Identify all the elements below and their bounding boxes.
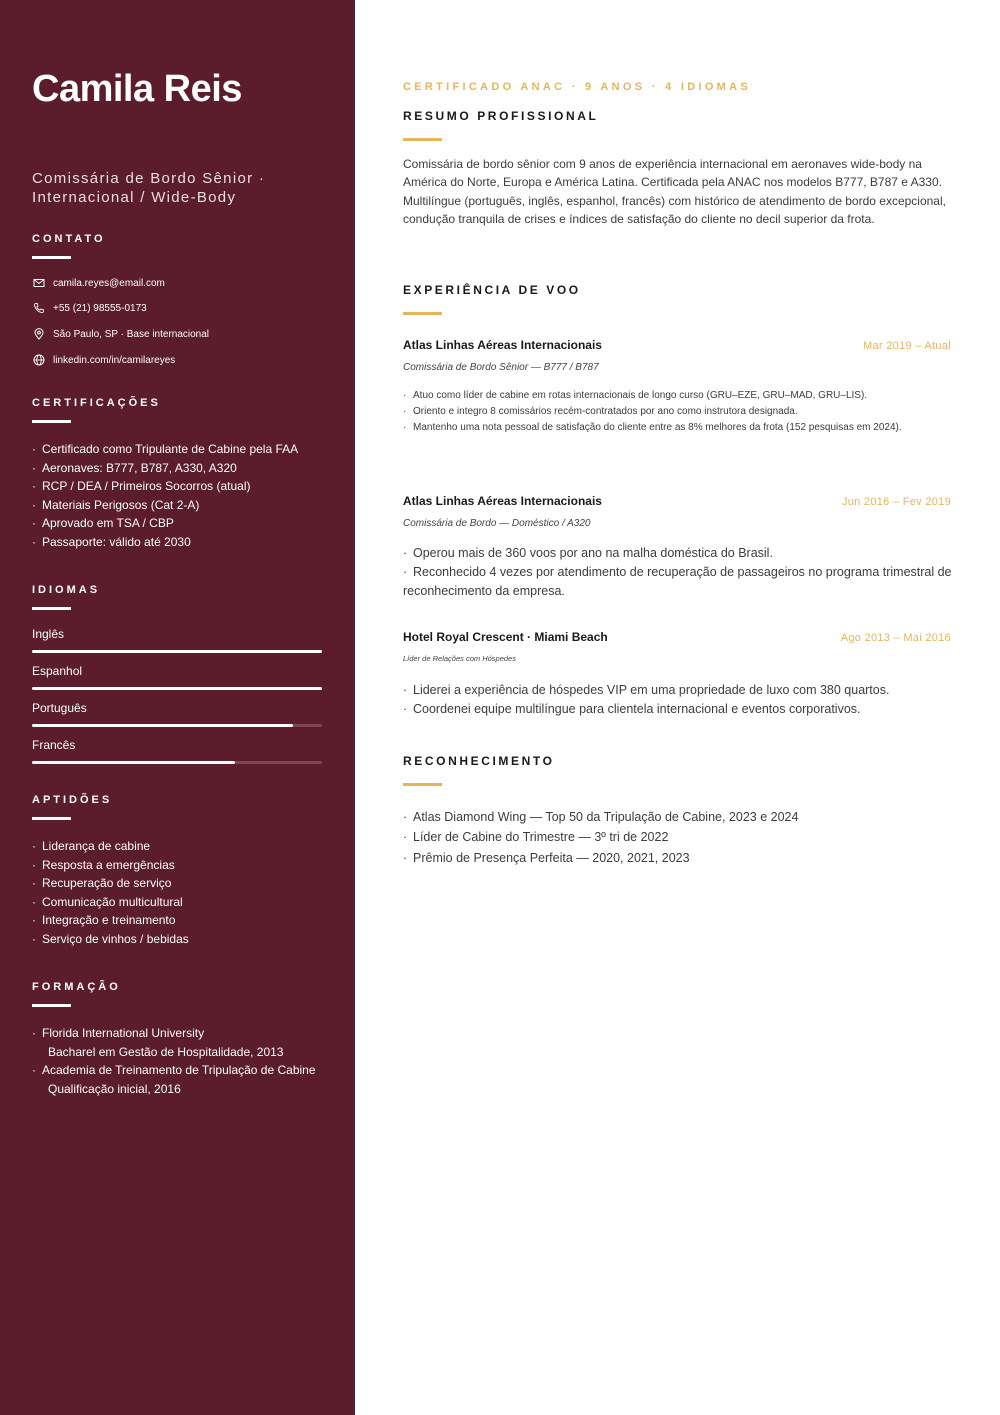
list-item: · Mantenho uma nota pessoal de satisfação do cliente entre as 8% melhores da frota (152 pesquisas em 2024).	[403, 422, 902, 433]
job-dates: Ago 2013 – Mai 2016	[840, 632, 951, 644]
language-level-fill	[32, 687, 322, 690]
candidate-name: Camila Reis	[32, 68, 242, 110]
list-item: · Materiais Perigosos (Cat 2-A)	[32, 497, 200, 512]
certifications-list	[32, 440, 342, 552]
globe-icon	[32, 354, 45, 367]
location-pin-icon	[32, 328, 45, 341]
contact-location-text: São Paulo, SP · Base internacional	[53, 328, 210, 340]
language-level-bar	[32, 687, 322, 690]
list-item: · Passaporte: válido até 2030	[32, 534, 191, 549]
job-bullets	[403, 681, 958, 719]
tagline: CERTIFICADO ANAC · 9 ANOS · 4 IDIOMAS	[403, 81, 752, 93]
list-item: · Comunicação multicultural	[32, 894, 183, 909]
contact-linkedin[interactable]	[32, 352, 175, 368]
summary-text: Comissária de bordo sênior com 9 anos de experiência internacional em aeronaves wide-body na América do Norte, Europa e América Latina. Certificada pela ANAC nos modelos B777, B787 e A330. Multilíngue (português, inglês, espanhol, francês) com histórico de atendimento de bordo excepcional, condução tranquila de crises e índices de satisfação do cliente no decil superior da frota.	[403, 157, 946, 226]
contact-divider	[32, 256, 71, 259]
skills-heading: APTIDÕES	[32, 794, 113, 806]
languages-heading: IDIOMAS	[32, 584, 101, 596]
certifications-heading: CERTIFICAÇÕES	[32, 397, 161, 409]
summary-divider	[403, 138, 442, 141]
job-company: Hotel Royal Crescent · Miami Beach	[403, 630, 608, 644]
candidate-subtitle: Comissária de Bordo Sênior · Internacional / Wide-Body	[32, 170, 266, 206]
language-level-fill	[32, 650, 322, 653]
recognition-list	[403, 807, 958, 868]
summary-heading: RESUMO PROFISSIONAL	[403, 109, 599, 123]
list-item: · Liderei a experiência de hóspedes VIP em uma propriedade de luxo com 380 quartos.	[403, 683, 890, 697]
list-item: · Serviço de vinhos / bebidas	[32, 931, 189, 946]
recognition-heading: RECONHECIMENTO	[403, 754, 555, 768]
job-dates: Jun 2016 – Fev 2019	[841, 496, 951, 508]
languages-divider	[32, 607, 71, 610]
list-item: · Coordenei equipe multilíngue para clientela internacional e eventos corporativos.	[403, 702, 861, 716]
skills-divider	[32, 817, 71, 820]
contact-location	[32, 326, 209, 342]
list-item: · Atuo como líder de cabine em rotas internacionais de longo curso (GRU–EZE, GRU–MAD, GRU–LIS).	[403, 390, 868, 401]
list-item: · Recuperação de serviço	[32, 876, 172, 891]
language-label: Espanhol	[32, 664, 83, 678]
list-item: · RCP / DEA / Primeiros Socorros (atual)	[32, 479, 251, 494]
contact-linkedin-text: linkedin.com/in/camilareyes	[53, 354, 176, 366]
job-company: Atlas Linhas Aéreas Internacionais	[403, 494, 602, 508]
list-item: · Aprovado em TSA / CBP	[32, 516, 174, 531]
list-item: · Integração e treinamento	[32, 913, 176, 928]
list-item: · Liderança de cabine	[32, 839, 151, 853]
list-item: Bacharel em Gestão de Hospitalidade, 2013	[48, 1044, 284, 1059]
list-item: · Operou mais de 360 voos por ano na malha doméstica do Brasil.	[403, 546, 773, 560]
language-level-bar	[32, 724, 322, 727]
language-level-fill	[32, 724, 293, 727]
list-item: · Aeronaves: B777, B787, A330, A320	[32, 460, 237, 475]
phone-icon	[32, 302, 45, 315]
education-divider	[32, 1004, 71, 1007]
education-heading: FORMAÇÃO	[32, 981, 121, 993]
list-item: · Prêmio de Presença Perfeita — 2020, 2021, 2023	[403, 850, 690, 865]
experience-heading: EXPERIÊNCIA DE VOO	[403, 283, 581, 297]
language-label: Português	[32, 701, 87, 715]
education-list	[32, 1024, 342, 1098]
contact-phone[interactable]	[32, 300, 147, 316]
contact-phone-text: +55 (21) 98555-0173	[53, 302, 147, 314]
contact-email-text: camila.reyes@email.com	[53, 277, 165, 289]
sidebar	[0, 0, 355, 1415]
list-item: · Resposta a emergências	[32, 857, 175, 872]
job-company: Atlas Linhas Aéreas Internacionais	[403, 338, 602, 352]
language-label: Francês	[32, 738, 76, 752]
job-bullets	[403, 388, 958, 436]
experience-divider	[403, 312, 442, 315]
list-item: · Academia de Treinamento de Tripulação de Cabine	[32, 1063, 316, 1078]
list-item: · Reconhecido 4 vezes por atendimento de recuperação de passageiros no programa trimestral de reconhecimento da empresa.	[403, 565, 952, 598]
contact-heading: CONTATO	[32, 233, 106, 245]
job-role: Líder de Relações com Hóspedes	[403, 654, 516, 663]
certifications-divider	[32, 420, 71, 423]
list-item: · Líder de Cabine do Trimestre — 3º tri de 2022	[403, 830, 669, 845]
language-level-bar	[32, 761, 322, 764]
language-level-fill	[32, 761, 235, 764]
list-item: · Oriento e integro 8 comissários recém-contratados por ano como instrutora designada.	[403, 406, 798, 417]
list-item: Qualificação inicial, 2016	[48, 1081, 181, 1096]
job-dates: Mar 2019 – Atual	[863, 340, 951, 352]
contact-email[interactable]	[32, 275, 165, 291]
job-role: Comissária de Bordo — Doméstico / A320	[403, 518, 591, 529]
job-bullets	[403, 544, 958, 601]
skills-list	[32, 837, 342, 949]
mail-icon	[32, 277, 45, 290]
language-level-bar	[32, 650, 322, 653]
list-item: · Certificado como Tripulante de Cabine pela FAA	[32, 442, 299, 456]
list-item: · Atlas Diamond Wing — Top 50 da Tripulação de Cabine, 2023 e 2024	[403, 810, 799, 824]
job-role: Comissária de Bordo Sênior — B777 / B787	[403, 362, 599, 373]
language-label: Inglês	[32, 627, 65, 641]
recognition-divider	[403, 783, 442, 786]
list-item: · Florida International University	[32, 1026, 205, 1040]
